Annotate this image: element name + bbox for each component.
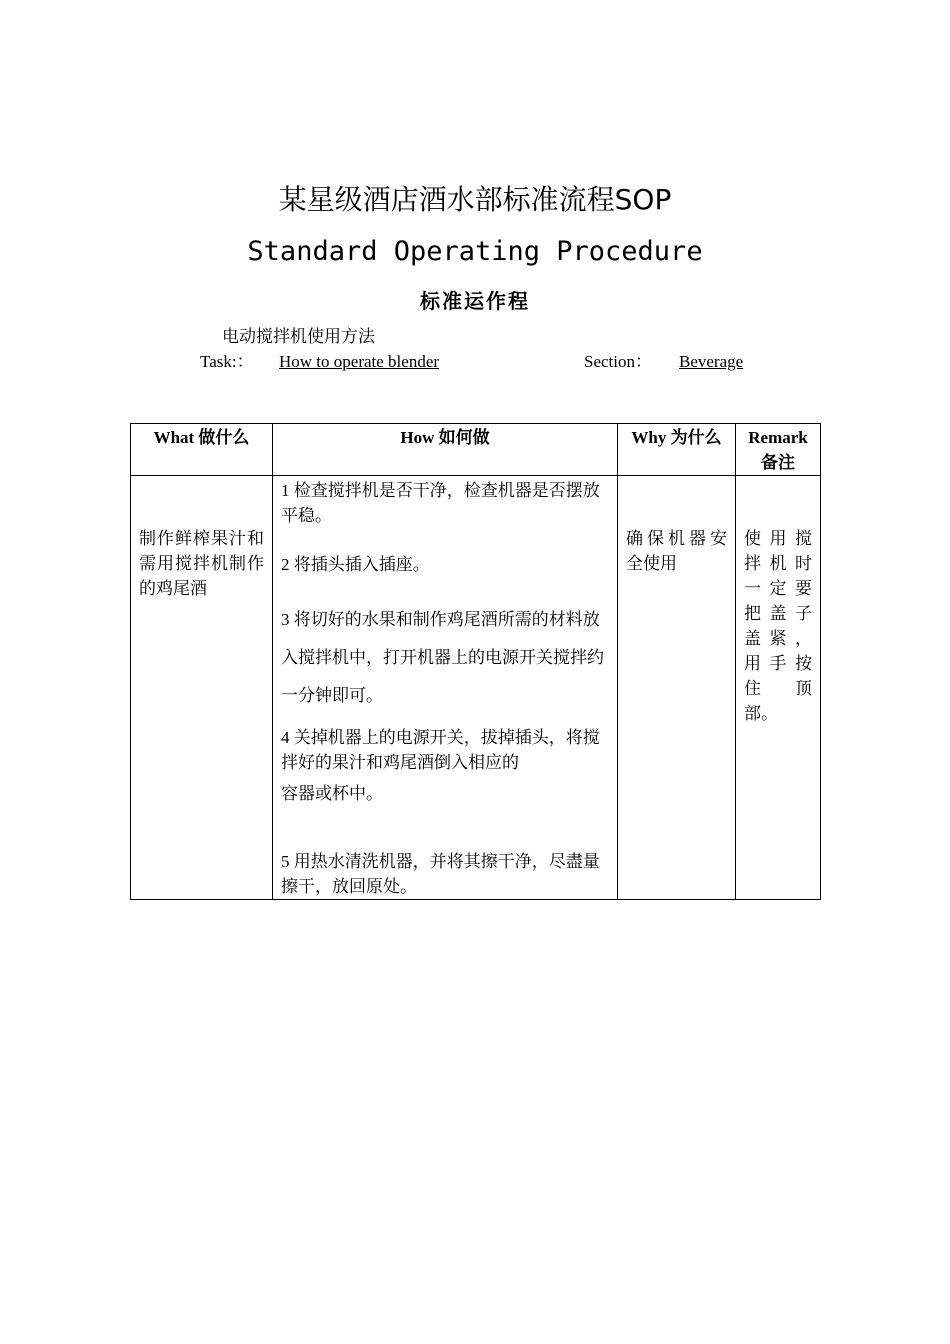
how-cell <box>273 476 618 900</box>
task-value: How to operate blender <box>279 352 440 371</box>
remark-line: 盖紧， <box>744 629 812 648</box>
how-step-4-cont: 容器或杯中。 <box>281 784 383 803</box>
table-header-row <box>131 424 821 476</box>
remark-line: 住 顶 <box>744 679 812 698</box>
task-name-cn: 电动搅拌机使用方法 <box>222 327 375 346</box>
how-step-3: 3 将切好的水果和制作鸡尾酒所需的材料放入搅拌机中，打开机器上的电源开关搅拌约一分钟即可。 <box>281 610 604 705</box>
table-row <box>131 476 821 900</box>
remark-line: 部。 <box>744 704 778 723</box>
header-how: How 如何做 <box>273 424 618 476</box>
header-what: What 做什么 <box>131 424 273 476</box>
remark-line: 把盖子 <box>744 604 812 623</box>
remark-line: 拌机时 <box>744 554 812 573</box>
how-step-5: 5 用热水清洗机器，并将其擦干净，尽盡量擦干，放回原处。 <box>281 852 600 896</box>
what-cell: 制作鲜榨果汁和需用搅拌机制作的鸡尾酒 <box>131 476 273 900</box>
remark-line: 用手按 <box>744 654 812 673</box>
task-label: Task:： <box>200 352 254 371</box>
why-cell: 确保机器安全使用 <box>618 476 736 900</box>
document-subtitle: 标准运作程 <box>420 289 530 313</box>
remark-line: 一定要 <box>744 579 812 598</box>
how-step-4: 4 关掉机器上的电源开关，拔掉插头，将搅拌好的果汁和鸡尾酒倒入相应的 <box>281 728 600 772</box>
how-step-1: 1 检查搅拌机是否干净，检查机器是否摆放平稳。 <box>281 481 600 525</box>
header-remark: Remark 备注 <box>736 424 821 476</box>
task-row <box>0 350 950 376</box>
remark-cell <box>736 476 821 900</box>
section-value: Beverage <box>679 352 744 371</box>
section-label: Section： <box>584 352 652 371</box>
sop-table <box>130 423 821 900</box>
document-title-en: Standard Operating Procedure <box>247 236 703 267</box>
header-why: Why 为什么 <box>618 424 736 476</box>
document-title-cn: 某星级酒店酒水部标准流程SOP <box>278 183 672 216</box>
remark-line: 使用搅 <box>744 529 812 548</box>
how-step-2: 2 将插头插入插座。 <box>281 555 430 574</box>
